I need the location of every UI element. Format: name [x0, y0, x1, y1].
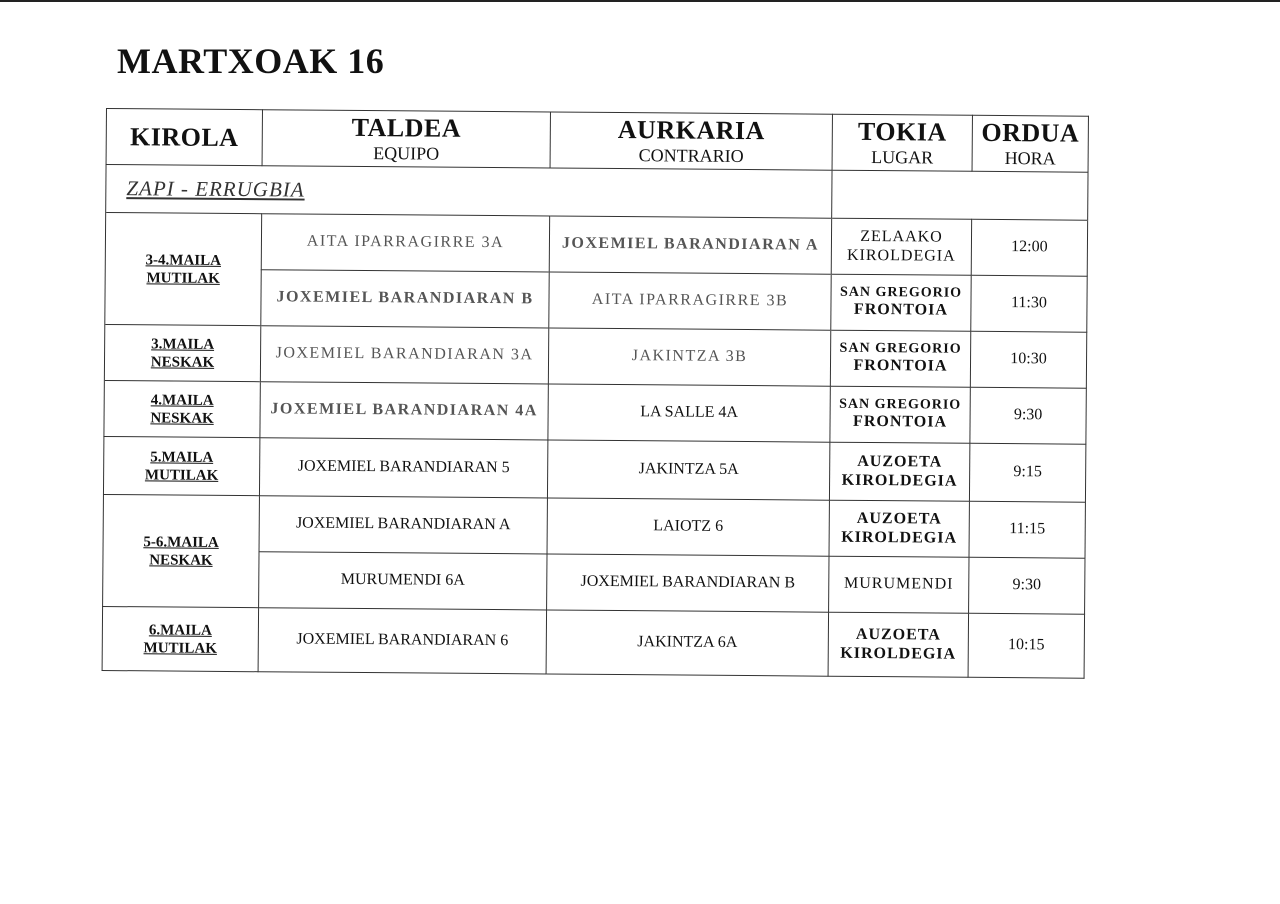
opponent-cell: LA SALLE 4A: [548, 384, 830, 442]
team-cell: JOXEMIEL BARANDIARAN B: [261, 270, 549, 328]
team-cell: JOXEMIEL BARANDIARAN 5: [259, 438, 547, 498]
category-cell: 4.MAILA NESKAK: [104, 380, 260, 437]
time-cell: 9:30: [970, 387, 1086, 444]
header-row: [106, 109, 1088, 173]
team-cell: JOXEMIEL BARANDIARAN 3A: [260, 326, 548, 384]
header-time: ORDUA HORA: [972, 115, 1088, 172]
section-empty-cell: [832, 170, 1088, 220]
table-row: [104, 380, 1086, 444]
header-opponent: AURKARIA CONTRARIO: [550, 112, 832, 170]
opponent-cell: AITA IPARRAGIRRE 3B: [549, 272, 831, 330]
header-team: TALDEA EQUIPO: [262, 110, 550, 168]
place-cell: AUZOETA KIROLDEGIA: [829, 442, 969, 501]
time-cell: 11:30: [971, 275, 1087, 332]
time-cell: 9:30: [969, 557, 1085, 614]
team-cell: JOXEMIEL BARANDIARAN 4A: [260, 382, 548, 440]
time-cell: 12:00: [971, 219, 1087, 276]
team-cell: JOXEMIEL BARANDIARAN A: [259, 496, 547, 554]
team-cell: JOXEMIEL BARANDIARAN 6: [258, 608, 546, 674]
schedule-table: [102, 108, 1089, 679]
opponent-cell: LAIOTZ 6: [547, 498, 829, 556]
time-cell: 11:15: [969, 501, 1085, 558]
table-row: [103, 436, 1085, 502]
opponent-cell: JAKINTZA 6A: [546, 610, 828, 676]
opponent-cell: JAKINTZA 3B: [548, 328, 830, 386]
place-cell: AUZOETA KIROLDEGIA: [829, 500, 969, 557]
time-cell: 10:30: [970, 331, 1086, 388]
place-cell: MURUMENDI: [829, 556, 969, 613]
category-cell: 5-6.MAILA NESKAK: [103, 494, 260, 607]
page-top-border: [0, 0, 1280, 2]
team-cell: AITA IPARRAGIRRE 3A: [261, 214, 549, 272]
time-cell: 10:15: [968, 613, 1084, 678]
category-cell: 6.MAILA MUTILAK: [102, 606, 258, 671]
team-cell: MURUMENDI 6A: [259, 552, 547, 610]
section-cell: [106, 165, 832, 219]
place-cell: ZELAAKO KIROLDEGIA: [831, 218, 971, 275]
opponent-cell: JOXEMIEL BARANDIARAN A: [549, 216, 831, 274]
place-cell: AUZOETA KIROLDEGIA: [828, 612, 968, 677]
page-title: MARTXOAK 16: [117, 41, 385, 81]
opponent-cell: JOXEMIEL BARANDIARAN B: [547, 554, 829, 612]
table-row: [102, 606, 1084, 678]
time-cell: 9:15: [969, 443, 1085, 502]
category-cell: 3-4.MAILA MUTILAK: [105, 213, 262, 326]
header-place: TOKIA LUGAR: [832, 114, 972, 171]
section-label: ZAPI - ERRUGBIA: [126, 176, 305, 202]
header-sport: KIROLA: [106, 109, 262, 166]
category-cell: 5.MAILA MUTILAK: [103, 436, 259, 495]
table-row: [105, 213, 1087, 277]
table-row: [104, 324, 1086, 388]
category-cell: 3.MAILA NESKAK: [104, 324, 260, 381]
section-row: [106, 165, 1088, 221]
place-cell: SAN GREGORIO FRONTOIA: [830, 386, 970, 443]
place-cell: SAN GREGORIO FRONTOIA: [831, 274, 971, 331]
opponent-cell: JAKINTZA 5A: [547, 440, 829, 500]
table-row: [103, 494, 1085, 558]
place-cell: SAN GREGORIO FRONTOIA: [830, 330, 970, 387]
